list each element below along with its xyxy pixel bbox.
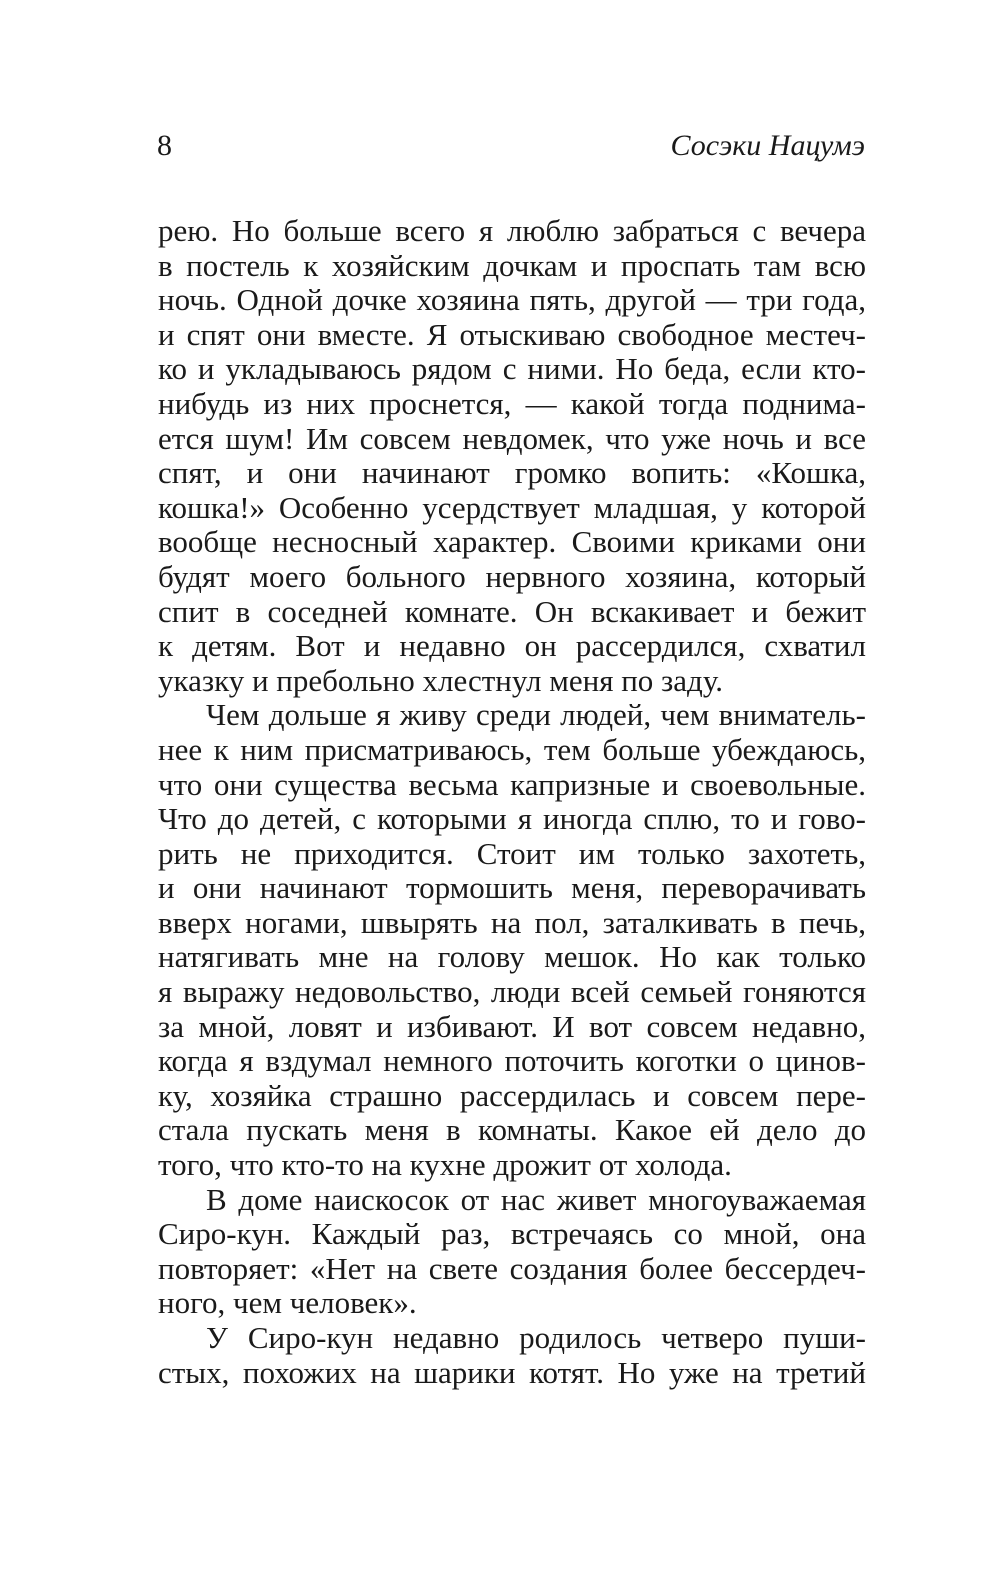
- paragraph: [158, 698, 866, 1182]
- paragraph: [158, 1321, 866, 1390]
- running-title: Сосэки Нацумэ: [670, 129, 865, 162]
- text-line: будят моего больного нервного хозяина, который: [158, 558, 866, 594]
- page-number: 8: [157, 129, 172, 162]
- text-line: в постель к хозяйским дочкам и проспать там всю: [158, 247, 866, 283]
- text-line: вверх ногами, швырять на пол, заталкивать в печь,: [158, 904, 866, 940]
- text-line: ночь. Одной дочке хозяина пять, другой — три года,: [158, 282, 866, 318]
- text-line: стала пускать меня в комнаты. Какое ей дело до: [158, 1112, 866, 1148]
- text-line: спят, и они начинают громко вопить: «Кошка,: [158, 455, 866, 491]
- text-line: когда я вздумал немного поточить коготки о цинов-: [158, 1043, 866, 1079]
- text-line: ного, чем человек».: [158, 1285, 417, 1321]
- text-line: Сиро-кун. Каждый раз, встречаясь со мной, она: [158, 1216, 866, 1252]
- text-line: нее к ним присматриваюсь, тем больше убеждаюсь,: [158, 731, 866, 767]
- text-line: и они начинают тормошить меня, переворачивать: [158, 870, 866, 906]
- text-line: ется шум! Им совсем невдомек, что уже ночь и все: [158, 420, 866, 456]
- text-line: спит в соседней комнате. Он вскакивает и бежит: [158, 593, 866, 629]
- text-line: У Сиро-кун недавно родилось четверо пуши-: [206, 1320, 866, 1355]
- text-line: нибудь из них проснется, — какой тогда поднима-: [158, 385, 866, 421]
- text-line: Что до детей, с которыми я иногда сплю, то и гово-: [158, 801, 866, 837]
- text-line: и спят они вместе. Я отыскиваю свободное местеч-: [158, 316, 866, 352]
- text-line: того, что кто-то на кухне дрожит от холода.: [158, 1147, 732, 1183]
- text-line: к детям. Вот и недавно он рассердился, схватил: [158, 628, 866, 664]
- body-text: [158, 214, 866, 1390]
- text-line: рею. Но больше всего я люблю забраться с вечера: [158, 213, 866, 248]
- text-line: за мной, ловят и избивают. И вот совсем недавно,: [158, 1008, 866, 1044]
- text-line: стых, похожих на шарики котят. Но уже на третий: [158, 1354, 866, 1390]
- text-line: вообще несносный характер. Своими криками они: [158, 524, 866, 560]
- text-line: повторяет: «Нет на свете создания более бессердеч-: [158, 1250, 866, 1286]
- text-line: Чем дольше я живу среди людей, чем вниматель-: [206, 697, 866, 733]
- text-line: я выражу недовольство, люди всей семьей гоняются: [158, 974, 866, 1010]
- paragraph: [158, 1183, 866, 1321]
- text-line: рить не приходится. Стоит им только захотеть,: [158, 835, 866, 871]
- paragraph: [158, 214, 866, 698]
- text-line: ко и укладываюсь рядом с ними. Но беда, если кто-: [158, 351, 866, 387]
- text-line: что они существа весьма капризные и своевольные.: [158, 766, 866, 802]
- text-line: натягивать мне на голову мешок. Но как только: [158, 939, 866, 975]
- text-line: В доме наискосок от нас живет многоуважаемая: [206, 1181, 866, 1217]
- text-line: ку, хозяйка страшно рассердилась и совсем пере-: [158, 1077, 866, 1113]
- text-line: указку и пребольно хлестнул меня по заду.: [158, 662, 723, 698]
- text-line: кошка!» Особенно усердствует младшая, у которой: [158, 489, 866, 525]
